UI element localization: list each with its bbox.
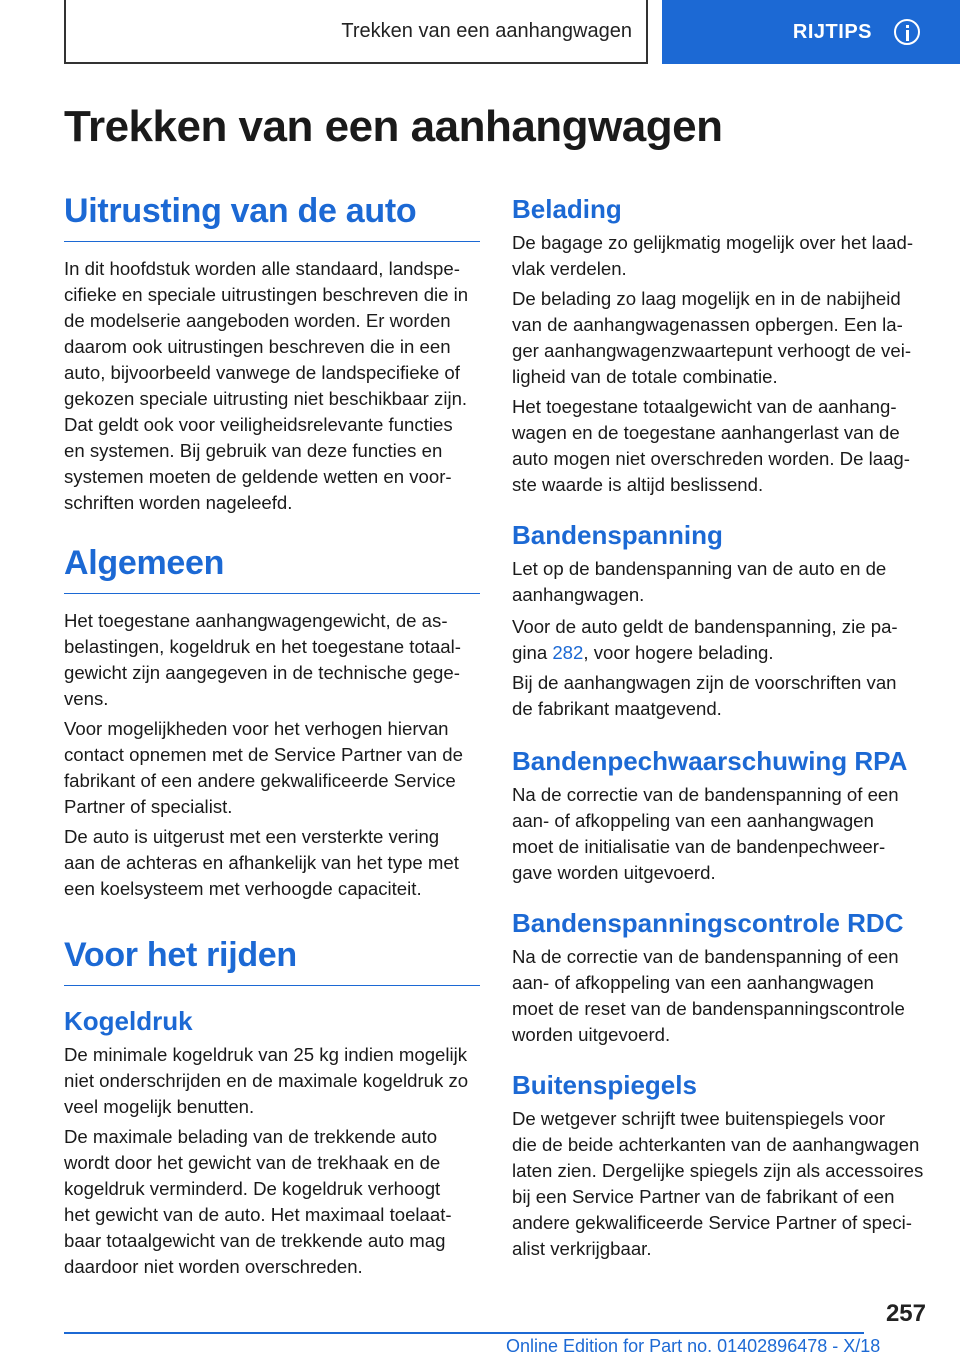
paragraph-rpa — [512, 782, 932, 886]
text-line: en systemen. Bij gebruik van deze functies en — [64, 440, 443, 461]
footer-edition: Online Edition for Part no. 01402896478 - X/18 — [506, 1336, 881, 1356]
text-line — [512, 640, 932, 666]
footer-divider — [64, 1332, 864, 1334]
text-line: worden uitgevoerd. — [512, 1024, 671, 1045]
text-line: contact opnemen met de Service Partner van de — [64, 744, 463, 765]
text-line: gewicht zijn aangegeven in de technische gege- — [64, 662, 460, 683]
text-line: systemen moeten de geldende wetten en voor- — [64, 466, 452, 487]
header-section-tab — [64, 0, 648, 64]
header-category-tab[interactable] — [662, 0, 960, 64]
text-line: Bij de aanhangwagen zijn de voorschriften van — [512, 672, 897, 693]
text-line: baar totaalgewicht van de trekkende auto mag — [64, 1230, 446, 1251]
paragraph-rdc — [512, 944, 932, 1048]
info-icon[interactable] — [894, 19, 920, 45]
page-number: 257 — [885, 1300, 926, 1327]
text-line: daardoor niet worden overschreden. — [64, 1256, 363, 1277]
paragraph-uitrusting — [64, 256, 484, 516]
text-line: De belading zo laag mogelijk en in de nabijheid — [512, 288, 901, 309]
text-line: daarom ook uitrustingen beschreven die in een — [64, 336, 451, 357]
text-line: laten zien. Dergelijke spiegels zijn als accessoires — [512, 1160, 924, 1181]
text-line: de fabrikant maatgevend. — [512, 698, 722, 719]
text-line: In dit hoofdstuk worden alle standaard, landspe- — [64, 258, 460, 279]
paragraph-algemeen-3 — [64, 824, 484, 902]
text-line: Het toegestane totaalgewicht van de aanhang- — [512, 396, 897, 417]
heading-voor-het-rijden: Voor het rijden — [64, 936, 480, 986]
text-line: die de beide achterkanten van de aanhangwagen — [512, 1134, 920, 1155]
text-line: Let op de bandenspanning van de auto en de — [512, 558, 887, 579]
text-line: De maximale belading van de trekkende auto — [64, 1126, 438, 1147]
text-line: Het toegestane aanhangwagengewicht, de as- — [64, 610, 448, 631]
text-line: van de aanhangwagenassen opbergen. Een la- — [512, 314, 903, 335]
text-line: veel mogelijk benutten. — [64, 1096, 255, 1117]
text-line: ligheid van de totale combinatie. — [512, 366, 778, 387]
subheading-buitenspiegels: Buitenspiegels — [512, 1070, 697, 1100]
paragraph-belading-1 — [512, 230, 932, 282]
text-line: Dat geldt ook voor veiligheidsrelevante functies — [64, 414, 453, 435]
text-line: Voor mogelijkheden voor het verhogen hiervan — [64, 718, 449, 739]
text-line: schriften worden nageleefd. — [64, 492, 293, 513]
text-line: Na de correctie van de bandenspanning of een — [512, 946, 899, 967]
text-line: wordt door het gewicht van de trekhaak en de — [64, 1152, 441, 1173]
text-line: vlak verdelen. — [512, 258, 627, 279]
text-line: gave worden uitgevoerd. — [512, 862, 716, 883]
heading-algemeen: Algemeen — [64, 544, 480, 594]
text-line: wagen en de toegestane aanhangerlast van de — [512, 422, 900, 443]
paragraph-algemeen-2 — [64, 716, 484, 820]
paragraph-algemeen-1 — [64, 608, 484, 712]
text-segment: gina — [512, 642, 553, 663]
text-line: het gewicht van de auto. Het maximaal toelaat- — [64, 1204, 452, 1225]
text-line: moet de initialisatie van de bandenpechweer- — [512, 836, 886, 857]
text-line: Na de correctie van de bandenspanning of een — [512, 784, 899, 805]
text-line: niet onderschrijden en de maximale kogeldruk zo — [64, 1070, 469, 1091]
text-line: cifieke en speciale uitrustingen beschreven die in — [64, 284, 469, 305]
paragraph-bandenspanning-3 — [512, 670, 932, 722]
subheading-bandenspanning: Bandenspanning — [512, 520, 723, 550]
paragraph-buitenspiegels — [512, 1106, 932, 1262]
page-title: Trekken van een aanhangwagen — [64, 102, 723, 151]
text-line: andere gekwalificeerde Service Partner of speci- — [512, 1212, 912, 1233]
header-category-label: RIJTIPS — [792, 20, 872, 43]
text-line: Voor de auto geldt de bandenspanning, zie pa- — [512, 616, 898, 637]
subheading-kogeldruk: Kogeldruk — [64, 1006, 193, 1036]
text-line: moet de reset van de bandenspanningscontrole — [512, 998, 905, 1019]
paragraph-belading-3 — [512, 394, 932, 498]
text-line: aanhangwagen. — [512, 584, 645, 605]
text-line: aan- of afkoppeling van een aanhangwagen — [512, 810, 874, 831]
paragraph-belading-2 — [512, 286, 932, 390]
paragraph-bandenspanning-1 — [512, 556, 932, 608]
subheading-rpa: Bandenpechwaarschuwing RPA — [512, 746, 908, 776]
page-link-282[interactable]: 282 — [552, 642, 584, 663]
text-line: ger aanhangwagenzwaartepunt verhoogt de vei- — [512, 340, 912, 361]
subheading-belading: Belading — [512, 194, 622, 224]
text-line: een koelsysteem met verhoogde capaciteit. — [64, 878, 422, 899]
text-segment: , voor hogere belading. — [583, 642, 774, 663]
text-line: gekozen speciale uitrusting niet beschikbaar zijn. — [64, 388, 468, 409]
text-line: vens. — [64, 688, 109, 709]
text-line: De minimale kogeldruk van 25 kg indien mogelijk — [64, 1044, 468, 1065]
paragraph-kogeldruk-2 — [64, 1124, 484, 1280]
text-line: auto mogen niet overschreden worden. De laag- — [512, 448, 910, 469]
text-line: De wetgever schrijft twee buitenspiegels voor — [512, 1108, 886, 1129]
text-line: alist verkrijgbaar. — [512, 1238, 652, 1259]
text-line: De auto is uitgerust met een versterkte vering — [64, 826, 440, 847]
text-line: auto, bijvoorbeeld vanwege de landspecifieke of — [64, 362, 460, 383]
paragraph-bandenspanning-2 — [512, 614, 932, 666]
text-line: aan de achteras en afhankelijk van het type met — [64, 852, 459, 873]
text-line: ste waarde is altijd beslissend. — [512, 474, 764, 495]
subheading-rdc: Bandenspanningscontrole RDC — [512, 908, 904, 938]
text-line: kogeldruk verminderd. De kogeldruk verhoogt — [64, 1178, 441, 1199]
text-line: Partner of specialist. — [64, 796, 233, 817]
header-section-label: Trekken van een aanhangwagen — [341, 19, 632, 42]
text-line: belastingen, kogeldruk en het toegestane totaal- — [64, 636, 461, 657]
text-line: aan- of afkoppeling van een aanhangwagen — [512, 972, 874, 993]
text-line: de modelserie aangeboden worden. Er worden — [64, 310, 451, 331]
paragraph-kogeldruk-1 — [64, 1042, 484, 1120]
text-line: fabrikant of een andere gekwalificeerde Service — [64, 770, 456, 791]
text-line: bij een Service Partner van de fabrikant of een — [512, 1186, 895, 1207]
heading-uitrusting: Uitrusting van de auto — [64, 192, 480, 242]
text-line: De bagage zo gelijkmatig mogelijk over het laad- — [512, 232, 914, 253]
